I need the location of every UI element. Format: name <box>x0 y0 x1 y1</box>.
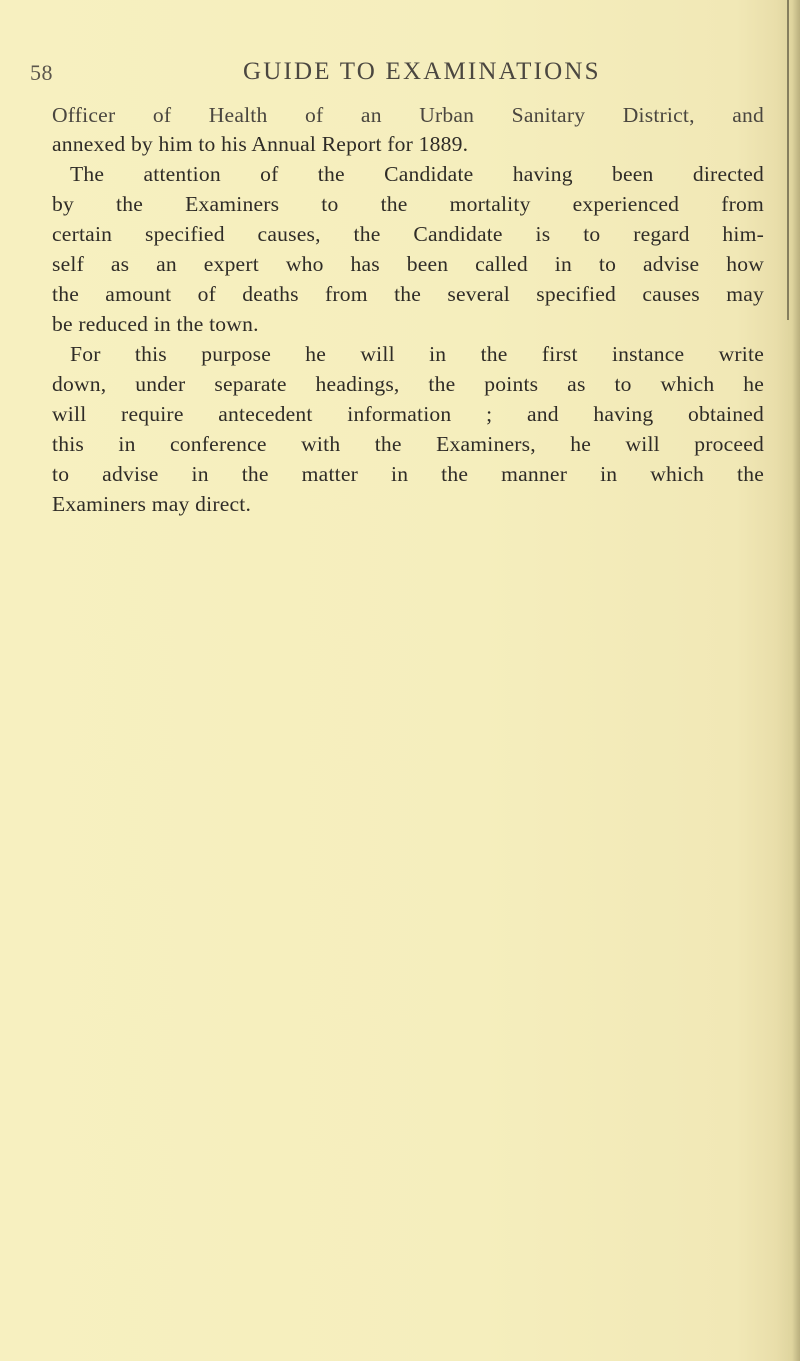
running-title: GUIDE TO EXAMINATIONS <box>243 58 601 85</box>
body-line-10: down, under separate headings, the points as to which he <box>52 372 764 396</box>
body-line-3: The attention of the Candidate having been directed <box>70 162 764 186</box>
body-line-4: by the Examiners to the mortality experienced from <box>52 192 764 216</box>
body-line-6: self as an expert who has been called in to advise how <box>52 252 764 276</box>
body-line-11: will require antecedent information ; and having obtained <box>52 402 764 426</box>
body-line-13: to advise in the matter in the manner in which the <box>52 462 764 486</box>
page-edge-line <box>787 0 789 320</box>
body-line-14: Examiners may direct. <box>52 492 252 516</box>
body-line-7: the amount of deaths from the several specified causes may <box>52 282 764 306</box>
body-line-9: For this purpose he will in the first instance write <box>70 342 764 366</box>
body-line-5: certain specified causes, the Candidate is to regard him- <box>52 222 764 246</box>
page-edge-shadow <box>792 0 800 1361</box>
body-line-2: annexed by him to his Annual Report for 1889. <box>52 132 469 156</box>
running-head <box>0 58 800 92</box>
body-line-8: be reduced in the town. <box>52 312 259 336</box>
body-line-12: this in conference with the Examiners, he will proceed <box>52 432 764 456</box>
page-number: 58 <box>30 60 53 85</box>
body-line-1: Officer of Health of an Urban Sanitary District, and <box>52 103 764 127</box>
